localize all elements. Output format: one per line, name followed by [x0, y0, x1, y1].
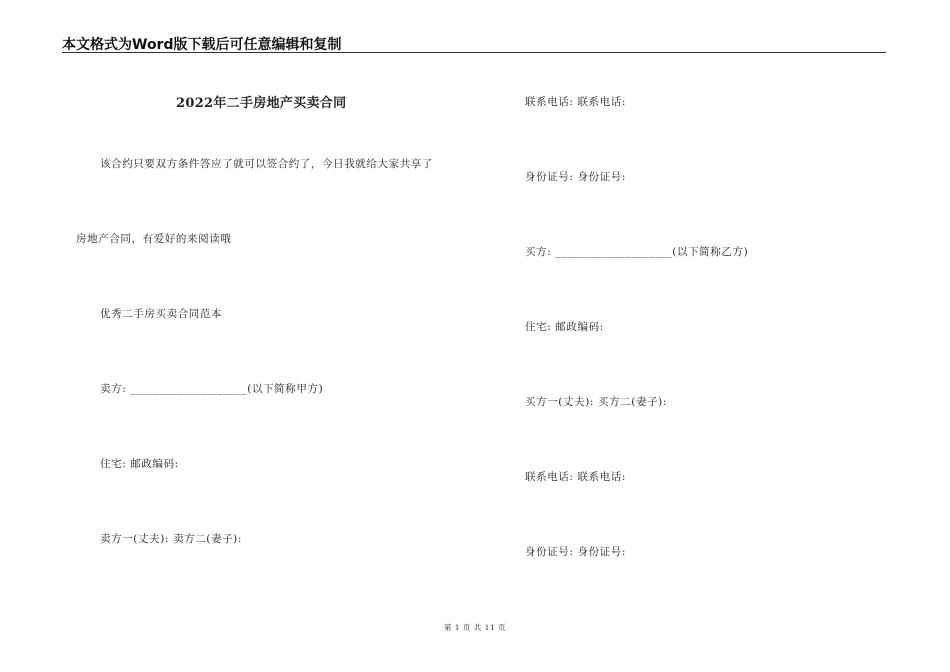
seller-address-line: 住宅: 邮政编码:	[100, 458, 179, 470]
seller-line: 卖方: ____________________(以下简称甲方)	[100, 383, 324, 395]
header-divider	[62, 52, 886, 53]
seller-spouses-line: 卖方一(丈夫): 卖方二(妻子):	[100, 533, 242, 545]
id-number-line: 身份证号: 身份证号:	[525, 171, 627, 183]
phone-line: 联系电话: 联系电话:	[525, 96, 627, 108]
document-header: 本文格式为Word版下载后可任意编辑和复制	[62, 37, 342, 53]
paragraph-line: 优秀二手房买卖合同范本	[100, 308, 223, 320]
buyer-spouses-line: 买方一(丈夫): 买方二(妻子):	[525, 396, 667, 408]
paragraph-line: 该合约只要双方条件答应了就可以签合约了，今日我就给大家共享了	[100, 158, 433, 170]
buyer-address-line: 住宅: 邮政编码:	[525, 321, 604, 333]
buyer-line: 买方: ____________________(以下简称乙方)	[525, 246, 749, 258]
document-title: 2022年二手房地产买卖合同	[176, 96, 347, 111]
page-number: 第 1 页 共 11 页	[443, 623, 507, 632]
id-number-line: 身份证号: 身份证号:	[525, 546, 627, 558]
paragraph-line: 房地产合同，有爱好的来阅读哦	[76, 233, 232, 245]
phone-line: 联系电话: 联系电话:	[525, 471, 627, 483]
